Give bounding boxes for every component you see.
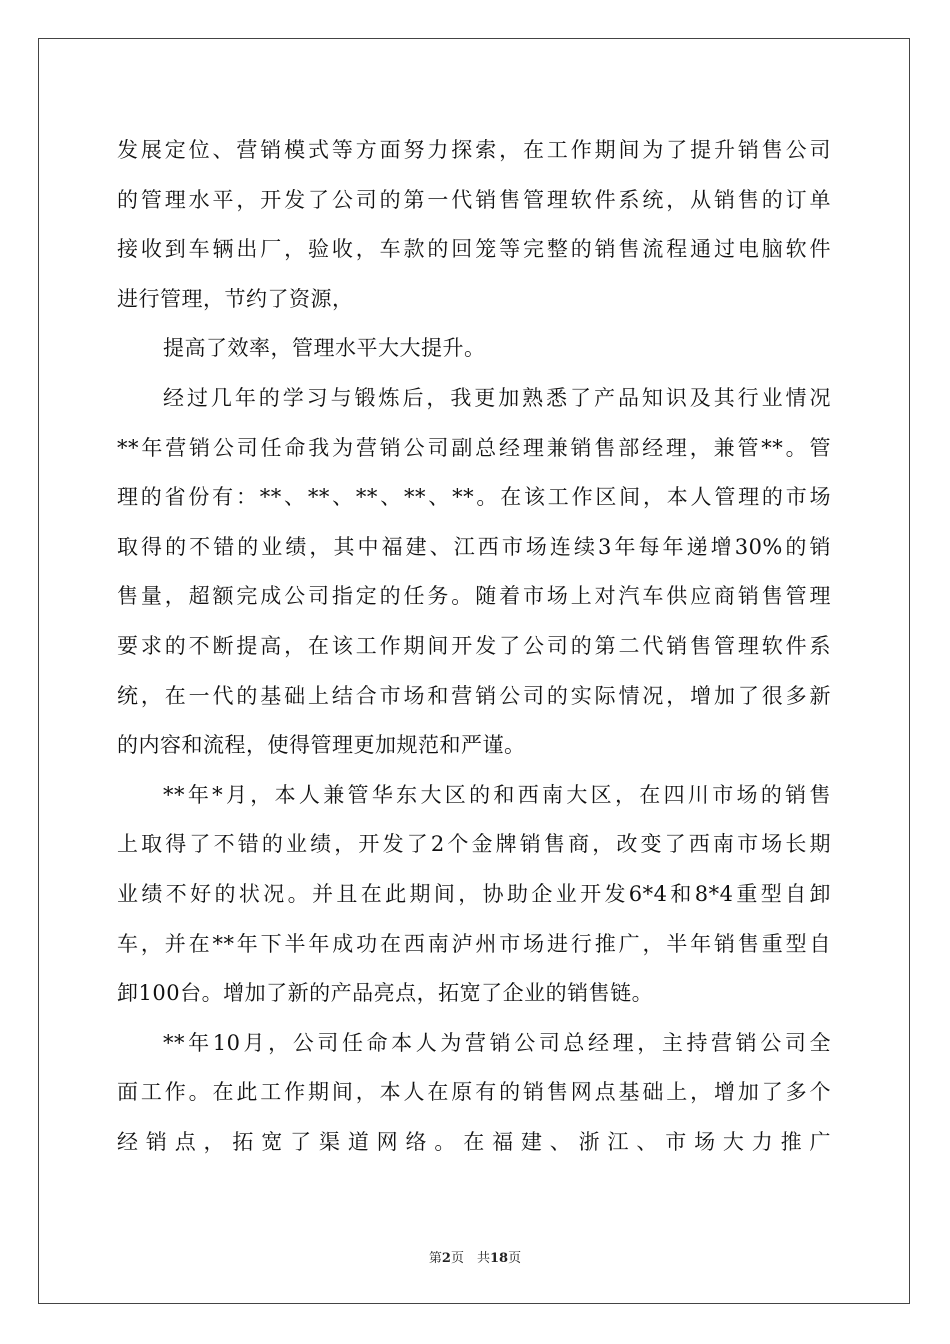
footer-prefix: 第 [428, 1251, 442, 1266]
text-line: 的内容和流程，使得管理更加规范和严谨。 [117, 733, 526, 758]
text-line: 卸100台。增加了新的产品亮点，拓宽了企业的销售链。 [117, 981, 654, 1006]
text-line: 的管理水平，开发了公司的第一代销售管理软件系统，从销售的订单 [117, 187, 831, 212]
text-line: 进行管理，节约了资源， [117, 286, 354, 311]
paragraph-start: 提高了效率，管理水平大大提升。 [163, 336, 486, 361]
paragraph-start: **年*月，本人兼管华东大区的和西南大区，在四川市场的销售 [163, 782, 831, 807]
paragraph-start: **年10月，公司任命本人为营销公司总经理，主持营销公司全 [163, 1030, 831, 1055]
text-line: 面工作。在此工作期间，本人在原有的销售网点基础上，增加了多个 [117, 1080, 831, 1105]
text-line: 经销点，拓宽了渠道网络。在福建、浙江、市场大力推广 [117, 1129, 831, 1154]
text-line: 取得的不错的业绩，其中福建、江西市场连续3年每年递增30%的销 [117, 534, 831, 559]
page-number: 2 [441, 1251, 451, 1266]
text-line: 发展定位、营销模式等方面努力探索，在工作期间为了提升销售公司 [117, 138, 831, 162]
text-line: 要求的不断提高，在该工作期间开发了公司的第二代销售管理软件系 [117, 633, 831, 658]
body-text [117, 126, 831, 1167]
page-footer [0, 1247, 950, 1266]
text-line: 业绩不好的状况。并且在此期间，协助企业开发6*4和8*4重型自卸 [117, 881, 831, 906]
text-line: **年营销公司任命我为营销公司副总经理兼销售部经理，兼管**。管 [117, 435, 831, 460]
paragraph-start: 经过几年的学习与锻炼后，我更加熟悉了产品知识及其行业情况 [163, 385, 831, 410]
text-line: 统，在一代的基础上结合市场和营销公司的实际情况，增加了很多新 [117, 683, 831, 708]
footer-mid: 页 共 [450, 1251, 490, 1266]
text-line: 上取得了不错的业绩，开发了2个金牌销售商，改变了西南市场长期 [117, 832, 831, 857]
footer-suffix: 页 [508, 1251, 522, 1266]
total-pages: 18 [489, 1251, 509, 1266]
text-line: 售量，超额完成公司指定的任务。随着市场上对汽车供应商销售管理 [117, 584, 831, 609]
text-line: 理的省份有：**、**、**、**、**。在该工作区间，本人管理的市场 [117, 485, 831, 510]
text-line: 接收到车辆出厂，验收，车款的回笼等完整的销售流程通过电脑软件 [117, 237, 831, 262]
text-line: 车，并在**年下半年成功在西南泸州市场进行推广，半年销售重型自 [117, 931, 831, 956]
